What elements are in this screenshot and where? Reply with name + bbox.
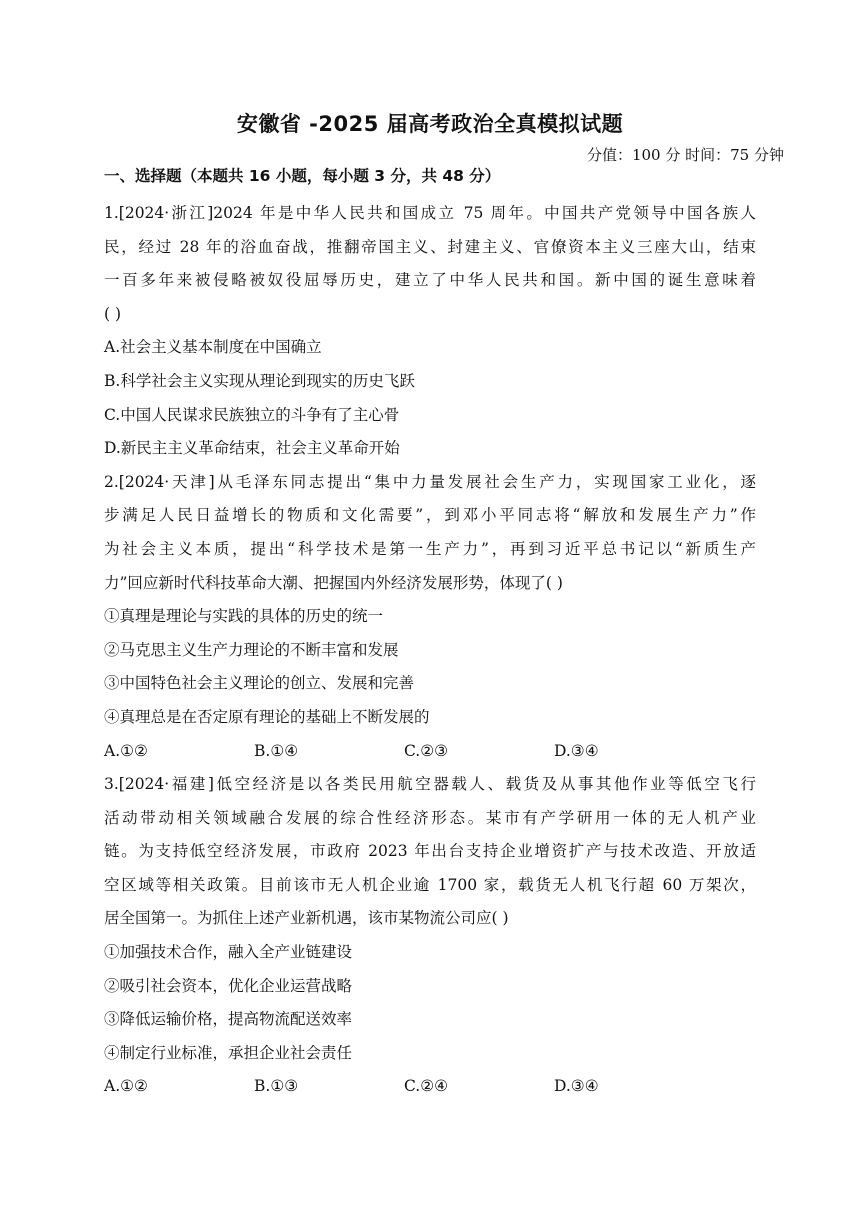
question-3-stem-line: 居全国第一。为抓住上述产业新机遇，该市某物流公司应( ) xyxy=(104,909,509,928)
question-3-statement-3: ③降低运输价格，提高物流配送效率 xyxy=(104,1010,353,1029)
question-3-statement-2: ②吸引社会资本，优化企业运营战略 xyxy=(104,976,353,995)
question-2-statement-1: ①真理是理论与实践的具体的历史的统一 xyxy=(104,607,384,626)
question-3-stem-line: 3.[2024·福建]低空经济是以各类民用航空器载人、载货及从事其他作业等低空飞行 xyxy=(104,775,756,794)
question-2-stem-line: 为社会主义本质，提出“科学技术是第一生产力”，再到习近平总书记以“新质生产 xyxy=(104,539,756,558)
question-1-option-c: C.中国人民谋求民族独立的斗争有了主心骨 xyxy=(104,405,400,424)
question-1-stem-line: 1.[2024·浙江]2024 年是中华人民共和国成立 75 周年。中国共产党领导中国各族人 xyxy=(104,204,756,222)
question-1-stem-line: 民，经过 28 年的浴血奋战，推翻帝国主义、封建主义、官僚资本主义三座大山，结束 xyxy=(104,237,756,256)
question-3-option-c: C.②④ xyxy=(404,1077,449,1096)
question-3-stem-line: 活动带动相关领域融合发展的综合性经济形态。某市有产学研用一体的无人机产业 xyxy=(104,808,756,827)
question-1-answer-blank: ( ) xyxy=(104,304,122,323)
question-2-stem-line: 力”回应新时代科技革命大潮、把握国内外经济发展形势，体现了( ) xyxy=(104,573,563,592)
question-3-option-b: B.①③ xyxy=(254,1077,299,1096)
question-2-option-d: D.③④ xyxy=(554,741,599,760)
question-3-options xyxy=(104,1070,756,1104)
questions-area xyxy=(104,197,756,1104)
question-2-statement-4: ④真理总是在否定原有理论的基础上不断发展的 xyxy=(104,707,430,726)
question-2-stem-line: 步满足人民日益增长的物质和文化需要”，到邓小平同志将“解放和发展生产力”作 xyxy=(104,506,756,525)
question-2-option-a: A.①② xyxy=(104,741,148,760)
question-2-option-b: B.①④ xyxy=(254,741,299,760)
question-2-options xyxy=(104,735,756,769)
question-3-option-a: A.①② xyxy=(104,1077,148,1096)
question-3-statement-4: ④制定行业标准，承担企业社会责任 xyxy=(104,1043,353,1062)
section-heading: 一、选择题（本题共 16 小题，每小题 3 分，共 48 分） xyxy=(104,167,501,185)
exam-title: 安徽省 -2025 届高考政治全真模拟试题 xyxy=(236,112,624,136)
question-1-option-a: A.社会主义基本制度在中国确立 xyxy=(104,338,322,357)
question-2-statement-3: ③中国特色社会主义理论的创立、发展和完善 xyxy=(104,674,415,693)
question-3-statement-1: ①加强技术合作，融入全产业链建设 xyxy=(104,943,353,962)
question-1-option-b: B.科学社会主义实现从理论到现实的历史飞跃 xyxy=(104,371,415,390)
question-3-option-d: D.③④ xyxy=(554,1077,599,1096)
question-3-stem-line: 链。为支持低空经济发展，市政府 2023 年出台支持企业增资扩产与技术改造、开放适 xyxy=(104,842,756,861)
question-1-option-d: D.新民主主义革命结束，社会主义革命开始 xyxy=(104,439,400,458)
question-2-option-c: C.②③ xyxy=(404,741,449,760)
question-1-stem-line: 一百多年来被侵略被奴役屈辱历史，建立了中华人民共和国。新中国的诞生意味着 xyxy=(104,271,756,290)
question-2-stem-line: 2.[2024·天津]从毛泽东同志提出“集中力量发展社会生产力，实现国家工业化，逐 xyxy=(104,472,756,491)
score-time-info: 分值：100 分 时间：75 分钟 xyxy=(586,146,784,164)
question-2-statement-2: ②马克思主义生产力理论的不断丰富和发展 xyxy=(104,640,399,659)
question-3-stem-line: 空区域等相关政策。目前该市无人机企业逾 1700 家，载货无人机飞行超 60 万架次， xyxy=(104,875,756,894)
